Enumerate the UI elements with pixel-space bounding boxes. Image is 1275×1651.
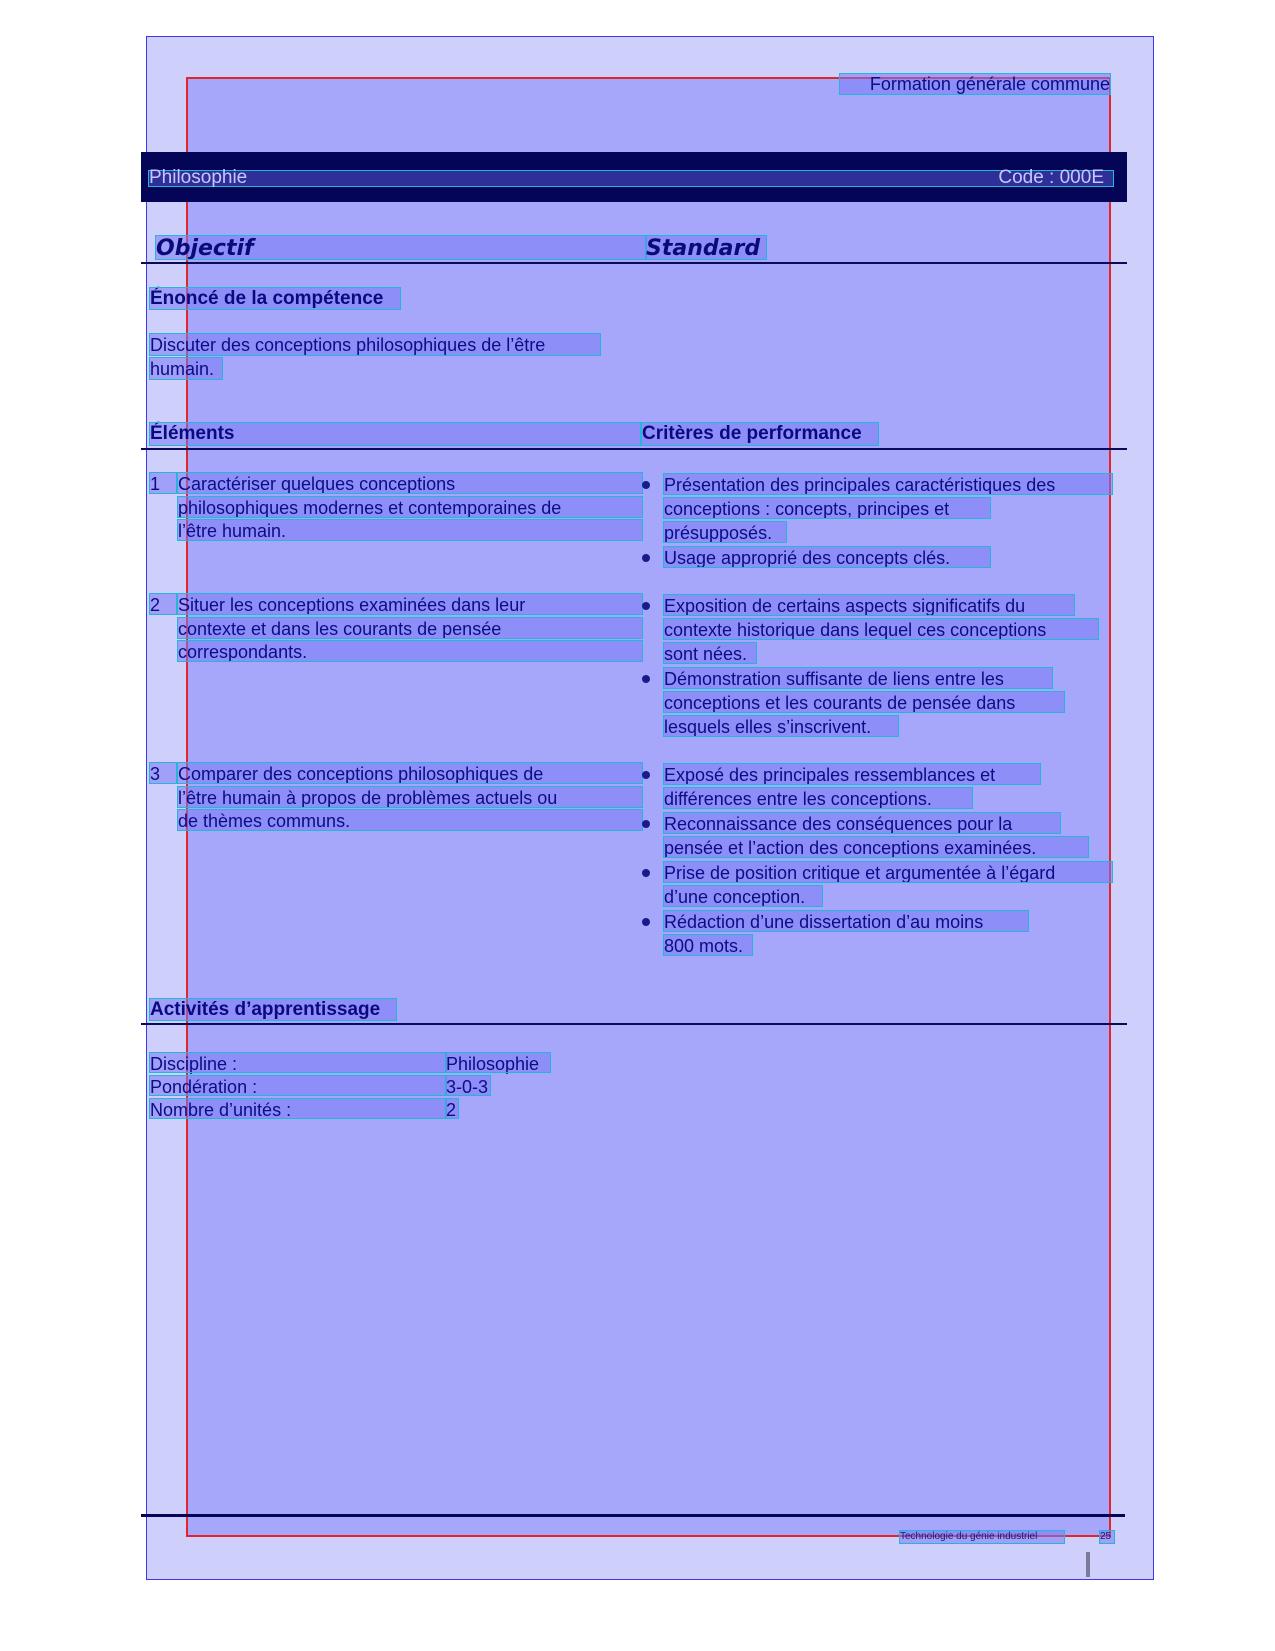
activity-value-discipline: Philosophie: [446, 1053, 550, 1072]
element-1-line-1: Caractériser quelques conceptions: [178, 473, 642, 493]
activity-value-units: 2: [446, 1100, 457, 1120]
criterion-1-1-line-2: conceptions : concepts, principes et: [664, 498, 990, 518]
competence-line-2: humain.: [150, 358, 222, 379]
bullet-icon: [642, 675, 650, 683]
footer-rule: [141, 1514, 1125, 1517]
criterion-1-1-line-1: Présentation des principales caractéristiques des: [664, 474, 1112, 494]
element-3-line-2: l’être humain à propos de problèmes actuels ou: [178, 787, 642, 807]
criterion-3-4-line-1: Rédaction d’une dissertation d’au moins: [664, 911, 1028, 931]
criterion-3-2-line-1: Reconnaissance des conséquences pour la: [664, 813, 1060, 833]
competence-heading: Énoncé de la compétence: [150, 288, 400, 309]
criterion-2-1-line-1: Exposition de certains aspects significatifs du: [664, 595, 1074, 615]
activity-label-discipline: Discipline :: [150, 1053, 446, 1072]
element-3-line-1: Comparer des conceptions philosophiques de: [178, 763, 642, 783]
title-bar-strip: [149, 171, 1113, 186]
activity-label-units: Nombre d’unités :: [150, 1099, 446, 1118]
activity-label-weighting: Pondération :: [150, 1076, 446, 1095]
criterion-3-1-line-1: Exposé des principales ressemblances et: [664, 764, 1040, 784]
footer-mark: [1086, 1552, 1090, 1577]
rule-activities: [141, 1023, 1127, 1025]
bullet-icon: [642, 481, 650, 489]
objective-heading: Objectif: [156, 236, 646, 259]
footer-page-number: 25: [1100, 1531, 1114, 1543]
criterion-3-3-line-2: d’une conception.: [664, 886, 822, 906]
rule-elements: [141, 448, 1127, 450]
elements-heading: Éléments: [150, 423, 640, 445]
bullet-icon: [642, 918, 650, 926]
element-1-line-2: philosophiques modernes et contemporaines de: [178, 497, 642, 517]
criterion-3-1-line-2: différences entre les conceptions.: [664, 788, 972, 808]
element-3-line-3: de thèmes communs.: [178, 810, 642, 830]
program-header: Formation générale commune: [840, 74, 1110, 94]
criterion-2-1-line-3: sont nées.: [664, 643, 756, 663]
bullet-icon: [642, 554, 650, 562]
standard-heading: Standard: [646, 236, 766, 259]
criterion-2-2-line-2: conceptions et les courants de pensée dans: [664, 692, 1064, 712]
criterion-2-2-line-3: lesquels elles s’inscrivent.: [664, 716, 898, 736]
element-1-line-3: l’être humain.: [178, 520, 642, 540]
bullet-icon: [642, 602, 650, 610]
bullet-icon: [642, 771, 650, 779]
element-1-number: 1: [150, 473, 176, 493]
criterion-3-3-line-1: Prise de position critique et argumentée à l’égard: [664, 862, 1112, 882]
criterion-3-2-line-2: pensée et l’action des conceptions examinées.: [664, 837, 1088, 857]
criteria-heading: Critères de performance: [642, 423, 878, 445]
bullet-icon: [642, 820, 650, 828]
course-code: Code : 000E: [998, 167, 1104, 188]
competence-line-1: Discuter des conceptions philosophiques de l’être: [150, 334, 600, 355]
activities-heading: Activités d’apprentissage: [150, 999, 396, 1020]
criterion-1-2-line-1: Usage approprié des concepts clés.: [664, 547, 990, 567]
discipline-title: Philosophie: [149, 167, 248, 188]
element-2-line-3: correspondants.: [178, 641, 642, 661]
bullet-icon: [642, 869, 650, 877]
element-2-line-2: contexte et dans les courants de pensée: [178, 618, 642, 638]
element-2-number: 2: [150, 594, 176, 614]
rule-objective: [141, 262, 1127, 264]
criterion-3-4-line-2: 800 mots.: [664, 935, 752, 955]
footer-program: Technologie du génie industriel: [900, 1531, 1064, 1543]
criterion-2-1-line-2: contexte historique dans lequel ces conceptions: [664, 619, 1098, 639]
element-3-number: 3: [150, 763, 176, 783]
element-2-line-1: Situer les conceptions examinées dans leur: [178, 594, 642, 614]
criterion-2-2-line-1: Démonstration suffisante de liens entre les: [664, 668, 1052, 688]
criterion-1-1-line-3: présupposés.: [664, 522, 786, 542]
activity-value-weighting: 3-0-3: [446, 1077, 489, 1097]
